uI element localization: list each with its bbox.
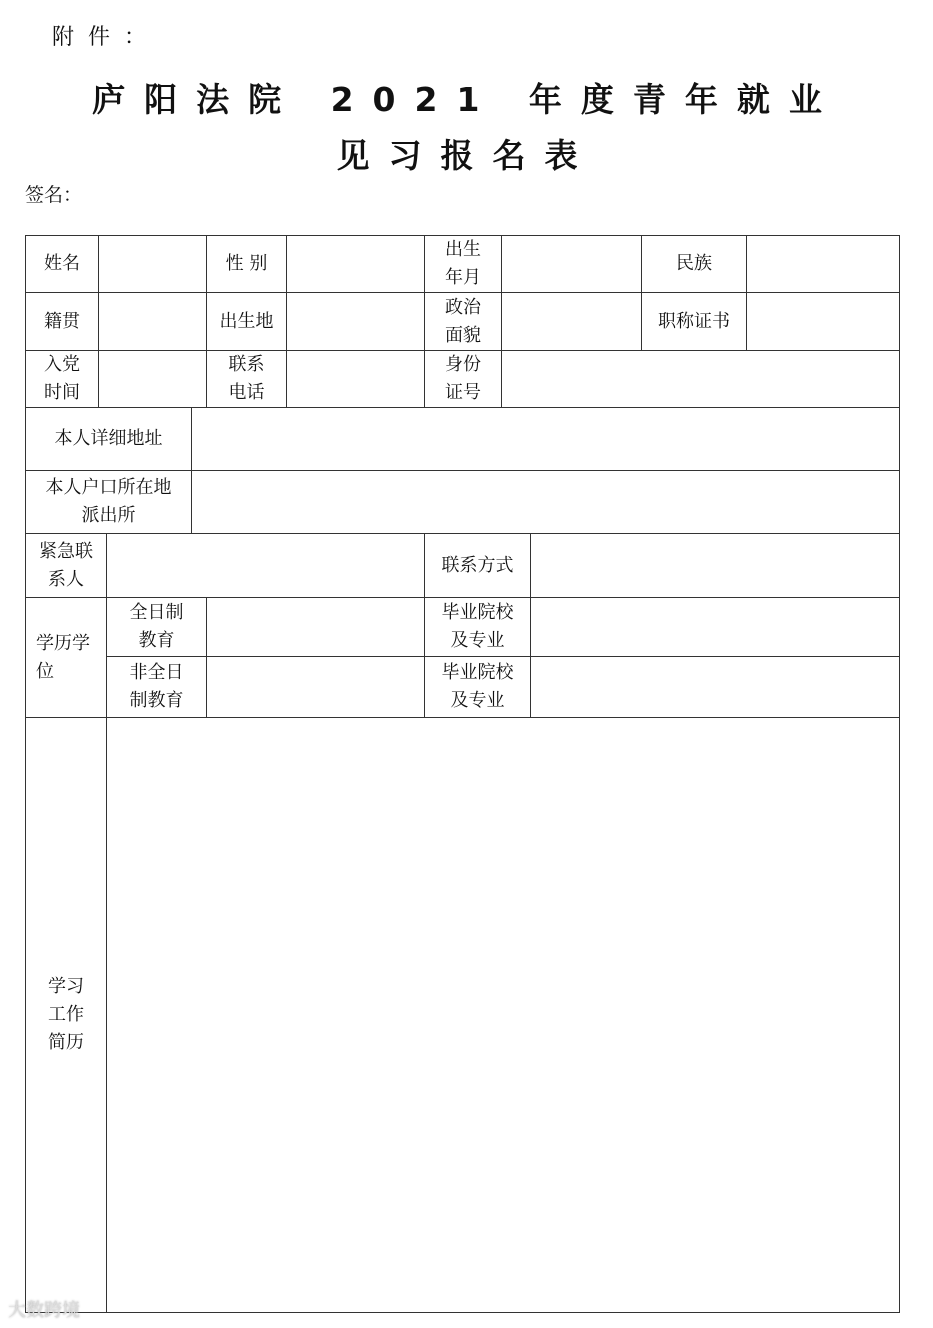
field-name[interactable] xyxy=(98,235,207,293)
field-title-certificate[interactable] xyxy=(746,292,900,351)
field-id-number[interactable] xyxy=(501,350,900,408)
field-fulltime-education[interactable] xyxy=(206,597,425,657)
attachment-label: 附件： xyxy=(52,25,161,50)
label-emergency-contact: 紧急联 系人 xyxy=(25,533,107,598)
field-resume[interactable] xyxy=(106,717,900,1313)
label-parttime-education: 非全日 制教育 xyxy=(106,656,207,718)
label-birth-date: 出生 年月 xyxy=(424,235,502,293)
field-emergency-contact[interactable] xyxy=(106,533,425,598)
label-native-place: 籍贯 xyxy=(25,292,99,351)
label-gender: 性 别 xyxy=(206,235,287,293)
label-phone: 联系 电话 xyxy=(206,350,287,408)
watermark: 大数跨境 xyxy=(8,1300,80,1321)
field-contact-method[interactable] xyxy=(530,533,900,598)
field-political-status[interactable] xyxy=(501,292,642,351)
label-fulltime-school: 毕业院校 及专业 xyxy=(424,597,531,657)
field-parttime-education[interactable] xyxy=(206,656,425,718)
label-education: 学历学 位 xyxy=(25,597,107,718)
label-id-number: 身份 证号 xyxy=(424,350,502,408)
signature-label: 签名： xyxy=(25,184,83,206)
label-parttime-school: 毕业院校 及专业 xyxy=(424,656,531,718)
field-parttime-school[interactable] xyxy=(530,656,900,718)
label-title-certificate: 职称证书 xyxy=(641,292,747,351)
field-fulltime-school[interactable] xyxy=(530,597,900,657)
field-gender[interactable] xyxy=(286,235,425,293)
label-political-status: 政治 面貌 xyxy=(424,292,502,351)
label-resume: 学习 工作 简历 xyxy=(25,717,107,1313)
label-address: 本人详细地址 xyxy=(25,407,192,471)
field-ethnicity[interactable] xyxy=(746,235,900,293)
label-fulltime-education: 全日制 教育 xyxy=(106,597,207,657)
field-birthplace[interactable] xyxy=(286,292,425,351)
page-title: 庐阳法院 2021 年度青年就业 xyxy=(92,80,841,119)
field-address[interactable] xyxy=(191,407,900,471)
label-name: 姓名 xyxy=(25,235,99,293)
field-native-place[interactable] xyxy=(98,292,207,351)
label-ethnicity: 民族 xyxy=(641,235,747,293)
field-party-date[interactable] xyxy=(98,350,207,408)
field-hukou-police-station[interactable] xyxy=(191,470,900,534)
label-birthplace: 出生地 xyxy=(206,292,287,351)
label-hukou-police-station: 本人户口所在地 派出所 xyxy=(25,470,192,534)
field-phone[interactable] xyxy=(286,350,425,408)
page-subtitle: 见习报名表 xyxy=(336,136,597,175)
field-birth-date[interactable] xyxy=(501,235,642,293)
label-contact-method: 联系方式 xyxy=(424,533,531,598)
label-party-date: 入党 时间 xyxy=(25,350,99,408)
